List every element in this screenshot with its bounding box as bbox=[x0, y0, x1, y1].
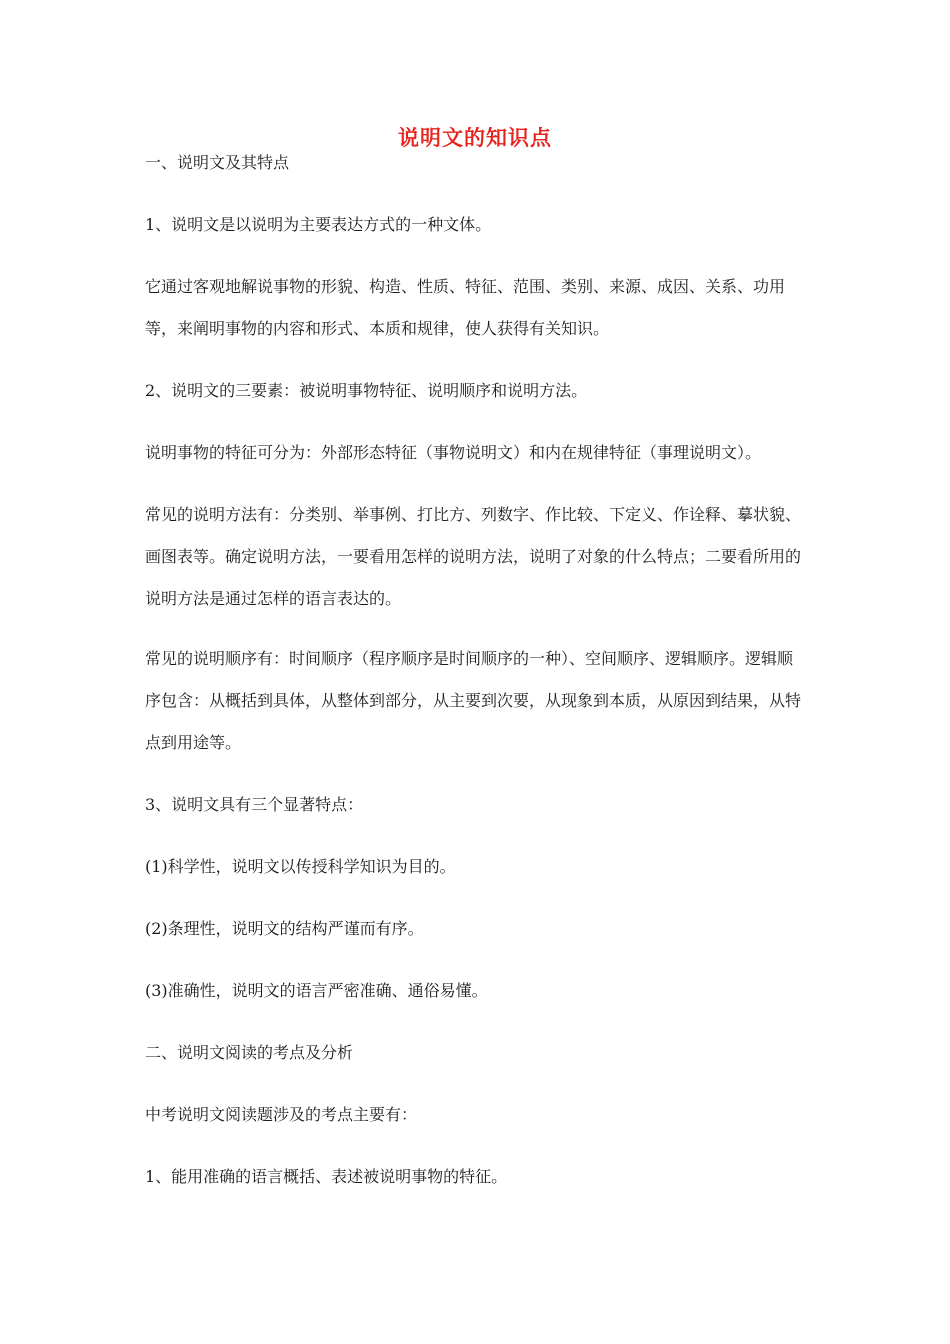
document-title: 说明文的知识点 bbox=[398, 125, 552, 150]
paragraph: 常见的说明方法有：分类别、举事例、打比方、列数字、作比较、下定义、作诠释、摹状貌、画图表等。确定说明方法，一要看用怎样的说明方法，说明了对象的什么特点；二要看所用的说明方法是通过怎样的语言表达的。 bbox=[145, 505, 802, 608]
paragraph: 常见的说明顺序有：时间顺序（程序顺序是时间顺序的一种）、空间顺序、逻辑顺序。逻辑顺序包含：从概括到具体，从整体到部分，从主要到次要，从现象到本质，从原因到结果，从特点到用途等。 bbox=[145, 649, 802, 752]
paragraph: 它通过客观地解说事物的形貌、构造、性质、特征、范围、类别、来源、成因、关系、功用等，来阐明事物的内容和形式、本质和规律，使人获得有关知识。 bbox=[145, 277, 786, 338]
paragraph: 1、说明文是以说明为主要表达方式的一种文体。 bbox=[145, 215, 492, 234]
paragraph: 2、说明文的三要素：被说明事物特征、说明顺序和说明方法。 bbox=[145, 381, 588, 400]
paragraph: 1、能用准确的语言概括、表述被说明事物的特征。 bbox=[145, 1167, 508, 1186]
list-item: (2)条理性，说明文的结构严谨而有序。 bbox=[145, 919, 424, 938]
list-item: (3)准确性，说明文的语言严密准确、通俗易懂。 bbox=[145, 981, 488, 1000]
paragraph: 中考说明文阅读题涉及的考点主要有： bbox=[145, 1105, 418, 1124]
document-body bbox=[145, 152, 807, 1188]
section-heading: 一、说明文及其特点 bbox=[145, 153, 290, 172]
list-item: (1)科学性，说明文以传授科学知识为目的。 bbox=[145, 857, 456, 876]
paragraph: 说明事物的特征可分为：外部形态特征（事物说明文）和内在规律特征（事理说明文）。 bbox=[145, 443, 762, 462]
section-heading: 二、说明文阅读的考点及分析 bbox=[145, 1043, 354, 1062]
paragraph: 3、说明文具有三个显著特点： bbox=[145, 795, 364, 814]
